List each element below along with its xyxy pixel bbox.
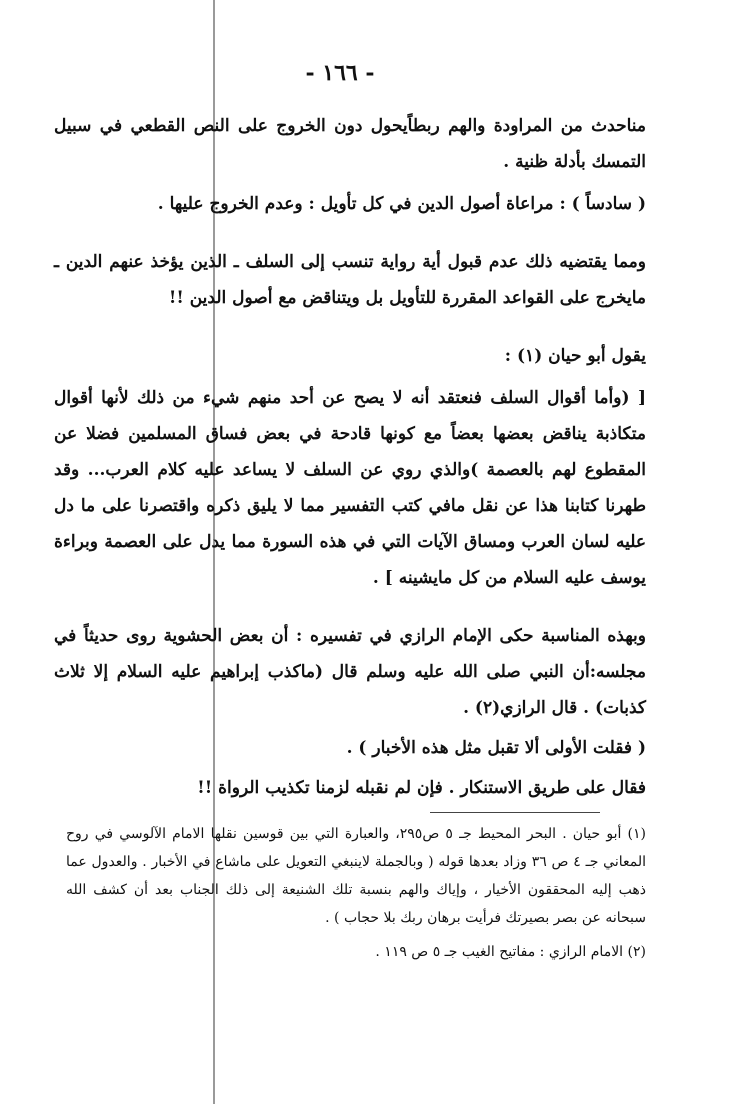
paragraph-8: فقال على طريق الاستنكار . فإن لم نقبله لزمنا تكذيب الرواة !! [197,778,646,798]
footnote-2: (٢) الامام الرازي : مفاتيح الغيب جـ ٥ ص ١١٩ . [375,944,646,960]
paragraph-7: ( فقلت الأولى ألا تقبل مثل هذه الأخبار ) . [346,738,646,758]
paragraph-1: مناحدث من المراودة والهم ربطاًيحول دون الخروج على النص القطعي في سبيل التمسك بأدلة ظنية . [54,116,646,172]
paragraph-4: يقول أبو حيان (١) : [504,346,646,366]
paragraph-6: وبهذه المناسبة حكى الإمام الرازي في تفسيره : أن بعض الحشوية روى حديثاً في مجلسه:أن النبي صلى الله عليه وسلم قال (ماكذب إبراهيم عليه السلام إلا ثلاث كذبات) . قال الرازي(٢) . [54,626,646,718]
paragraph-3: ومما يقتضيه ذلك عدم قبول أية رواية تنسب إلى السلف ـ الذين يؤخذ عنهم الدين ـ مايخرج على القواعد المقررة للتأويل بل ويتناقض مع أصول الدين !! [54,252,646,308]
main-text [54,108,646,806]
footnote-1: (١) أبو حيان . البحر المحيط جـ ٥ ص٢٩٥، والعبارة التي بين قوسين نقلها الامام الآلوسي في روح المعاني جـ ٤ ص ٣٦ وزاد بعدها قوله ( وبالجملة لاينبغي التعويل على ماشاع في الأخبار . والعدول عما ذهب إليه المحققون الأخيار ، وإياك والهم بنسبة تلك الشنيعة إلى ذلك الجناب بعد أن كشف الله سبحانه عن بصر بصيرتك فرأيت برهان ربك بلا حجاب ) . [66,826,647,926]
paragraph-2: ( سادساً ) : مراعاة أصول الدين في كل تأويل : وعدم الخروج عليها . [157,194,646,214]
footnote-separator [430,812,600,813]
page-number: - ١٦٦ - [305,60,375,86]
footnotes [66,820,646,966]
paragraph-5-quote: [ (وأما أقوال السلف فنعتقد أنه لا يصح عن أحد منهم شيء من ذلك لأنها أقوال متكاذبة يناقض بعضها بعضاً مع كونها قادحة في بعض فساق المسلمين فضلا عن المقطوع لهم بالعصمة )والذي روي عن السلف لا يساعد عليه كلام العرب... وقد طهرنا كتابنا هذا عن نقل مافي كتب التفسير مما لا يليق ذكره واقتصرنا على ما دل عليه لسان العرب ومساق الآيات التي في هذه السورة مما يدل على العصمة وبراءة يوسف عليه السلام من كل مايشينه ] . [54,388,646,588]
